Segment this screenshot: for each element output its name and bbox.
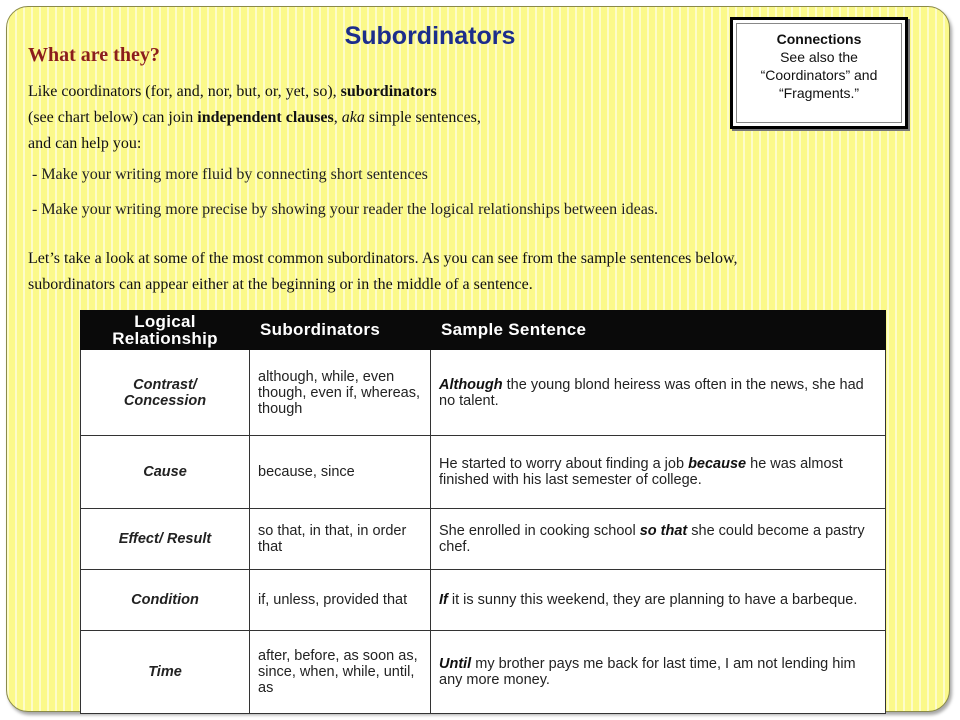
sample-text: it is sunny this weekend, they are planning to have a barbeque.	[447, 592, 858, 608]
subordinators-cell: although, while, even though, even if, whereas, though	[250, 350, 431, 436]
sample-cell	[431, 570, 886, 631]
sample-keyword: If	[439, 592, 448, 608]
subordinators-table	[80, 310, 886, 714]
relationship-cell: Time	[81, 631, 250, 714]
table-row	[81, 350, 886, 436]
subordinators-cell: because, since	[250, 436, 431, 509]
intro-text	[28, 79, 648, 157]
connections-title: Connections	[776, 31, 862, 47]
connections-line: “Coordinators” and	[760, 67, 878, 83]
intro-line2-end: simple sentences,	[364, 109, 481, 126]
subordinators-cell: if, unless, provided that	[250, 570, 431, 631]
sample-text: she could become a pastry chef.	[439, 523, 865, 555]
table-row	[81, 436, 886, 509]
table-row	[81, 509, 886, 570]
connections-box-inner	[736, 23, 902, 123]
sample-text: She enrolled in cooking school	[439, 523, 640, 539]
sample-keyword: because	[688, 456, 747, 472]
sample-keyword: Until	[439, 656, 472, 672]
connections-line: See also the	[780, 49, 858, 65]
page-title: Subordinators	[344, 22, 516, 50]
sample-cell	[431, 509, 886, 570]
sample-text: the young blond heiress was often in the news, she had no talent.	[439, 376, 864, 409]
header-sample-sentence: Sample Sentence	[431, 311, 886, 350]
sample-text: He started to worry about finding a job	[439, 456, 689, 472]
connections-line: “Fragments.”	[778, 85, 860, 101]
subordinators-cell: after, before, as soon as, since, when, while, until, as	[250, 631, 431, 714]
explanation-paragraph	[28, 246, 908, 298]
paragraph-line2: subordinators can appear either at the beginning or in the middle of a sentence.	[28, 276, 533, 293]
table-row	[81, 570, 886, 631]
sample-keyword: so that	[639, 523, 688, 539]
relationship-text: Contrast/	[133, 376, 197, 393]
intro-italic-aka: aka	[341, 109, 365, 126]
header-logical-relationship	[81, 311, 250, 350]
header-text: Logical	[134, 312, 196, 331]
bullet-item: - Make your writing more fluid by connecting short sentences	[32, 166, 428, 183]
sample-cell	[431, 631, 886, 714]
relationship-text: Concession	[123, 392, 207, 409]
intro-bold-clauses: independent clauses	[197, 109, 334, 126]
subordinators-cell: so that, in that, in order that	[250, 509, 431, 570]
sample-cell	[431, 436, 886, 509]
sample-text: he was almost finished with his last semester of college.	[439, 456, 843, 488]
intro-line1: Like coordinators (for, and, nor, but, or, yet, so),	[28, 83, 341, 100]
intro-line3: and can help you:	[28, 135, 142, 152]
sample-cell	[431, 350, 886, 436]
section-heading: What are they?	[28, 44, 160, 66]
sample-keyword: Although	[439, 376, 503, 393]
sample-text: my brother pays me back for last time, I am not lending him any more money.	[439, 656, 856, 688]
relationship-cell: Effect/ Result	[81, 509, 250, 570]
relationship-cell	[81, 350, 250, 436]
connections-box	[730, 17, 908, 129]
intro-bold-subordinators: subordinators	[340, 83, 437, 100]
intro-line2: (see chart below) can join	[28, 109, 198, 126]
paragraph-line1: Let’s take a look at some of the most common subordinators. As you can see from the sample sentences below,	[28, 250, 738, 267]
table-header-row	[81, 311, 886, 350]
header-text: Relationship	[112, 329, 218, 348]
table-row	[81, 631, 886, 714]
bullet-item: - Make your writing more precise by showing your reader the logical relationships between ideas.	[32, 201, 659, 218]
intro-separator: ,	[333, 109, 342, 126]
header-subordinators: Subordinators	[250, 311, 431, 350]
relationship-cell: Cause	[81, 436, 250, 509]
relationship-cell: Condition	[81, 570, 250, 631]
